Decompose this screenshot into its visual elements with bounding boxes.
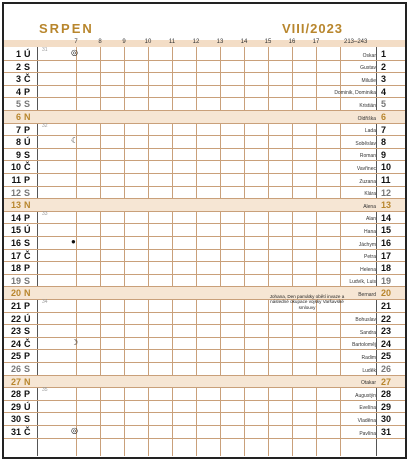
day-row[interactable] [4, 61, 405, 74]
day-number: 3 [15, 74, 21, 85]
day-row[interactable] [4, 363, 405, 376]
day-row[interactable] [4, 212, 405, 225]
day-number-right: 26 [381, 364, 392, 374]
weekday-letter: N [24, 376, 31, 387]
day-number-right: 11 [381, 175, 391, 185]
week-number: 32 [42, 122, 48, 129]
day-number: 20 [10, 288, 21, 299]
day-number: 10 [10, 162, 21, 173]
day-row[interactable] [4, 187, 405, 200]
day-row[interactable] [4, 136, 405, 149]
day-row[interactable] [4, 149, 405, 162]
day-number-right: 29 [381, 401, 392, 412]
day-row[interactable] [4, 111, 405, 124]
weekday-letter: N [24, 288, 31, 299]
weekday-letter: P [24, 175, 31, 185]
day-number: 23 [10, 326, 21, 337]
day-number: 1 [15, 49, 21, 59]
weekday-letter: P [24, 389, 31, 400]
day-number: 6 [15, 112, 21, 122]
day-number: 2 [15, 61, 21, 72]
name-day: Klára [364, 191, 376, 198]
day-number-right: 24 [381, 338, 392, 349]
hour-label: 16 [288, 39, 296, 45]
name-day: Dominik, Dominika [334, 90, 376, 97]
weekday-letter: S [24, 326, 31, 337]
name-day: Augustýn [355, 392, 376, 399]
weekday-letter: Č [24, 427, 31, 437]
name-day: Zuzana [359, 178, 376, 185]
name-day: Jáchym [358, 241, 376, 248]
weekday-letter: P [24, 212, 31, 223]
day-row[interactable] [4, 275, 405, 288]
day-row[interactable] [4, 376, 405, 389]
day-row[interactable] [4, 124, 405, 137]
weekday-letter: S [24, 187, 31, 198]
hour-label: 7 [74, 39, 78, 45]
day-row[interactable] [4, 338, 405, 351]
name-day: Alan [365, 216, 376, 223]
day-row[interactable] [4, 313, 405, 326]
month-year-title: VIII/2023 [282, 21, 344, 36]
day-number-right: 22 [381, 313, 392, 324]
calendar-page [2, 2, 407, 459]
day-row[interactable] [4, 73, 405, 86]
day-number-right: 1 [381, 49, 387, 59]
day-number-right: 12 [381, 187, 392, 198]
day-row[interactable] [4, 388, 405, 401]
hour-label: 12 [192, 39, 200, 45]
moon-phase-icon: ☽ [71, 337, 79, 347]
weekday-letter: N [24, 112, 31, 122]
name-day: Evelína [359, 405, 376, 412]
weekday-letter: P [24, 301, 31, 311]
day-row[interactable] [4, 174, 405, 187]
weekday-letter: P [24, 124, 31, 135]
day-number-right: 30 [381, 414, 392, 425]
name-day: Helena [360, 266, 376, 273]
day-number: 14 [10, 212, 21, 223]
day-number-right: 16 [381, 238, 392, 248]
day-row[interactable] [4, 413, 405, 426]
weekday-letter: Č [24, 250, 31, 261]
name-day: Luděk [362, 367, 376, 374]
moon-phase-icon: ◎ [71, 48, 78, 57]
name-day: Oldřiška [357, 115, 376, 122]
week-number: 34 [42, 299, 48, 305]
day-number-right: 14 [381, 212, 392, 223]
day-row[interactable] [4, 199, 405, 212]
day-number: 25 [10, 351, 21, 362]
hour-label: 17 [312, 39, 320, 45]
weekday-letter: S [24, 414, 31, 425]
name-day: Kristián [359, 102, 376, 109]
day-number: 12 [10, 187, 21, 198]
name-day: Roman [359, 153, 376, 160]
moon-phase-icon: ◎ [71, 426, 78, 435]
day-number: 24 [10, 338, 21, 349]
day-of-year-range: 213–243 [344, 39, 368, 45]
name-day: Alena [363, 203, 376, 210]
day-number-right: 19 [381, 275, 392, 286]
weekday-letter: Ú [24, 401, 31, 412]
day-number-right: 4 [381, 86, 387, 97]
day-number: 22 [10, 313, 21, 324]
day-number-right: 20 [381, 288, 392, 299]
day-number: 15 [10, 225, 21, 236]
day-number: 4 [15, 86, 21, 97]
name-day: Sandra [359, 329, 376, 336]
day-number-right: 13 [381, 200, 392, 211]
day-number: 13 [10, 200, 21, 211]
day-number-right: 2 [381, 61, 387, 72]
hour-label: 13 [216, 39, 224, 45]
day-row[interactable] [4, 161, 405, 174]
day-number-right: 15 [381, 225, 392, 236]
day-number: 30 [10, 414, 21, 425]
hour-label: 8 [98, 39, 102, 45]
day-row[interactable] [4, 98, 405, 111]
day-number-right: 17 [381, 250, 392, 261]
week-number: 35 [42, 387, 48, 394]
name-day: Pavlína [359, 430, 376, 437]
moon-phase-icon: ☾ [71, 136, 79, 146]
day-number-right: 6 [381, 112, 387, 122]
day-row[interactable] [4, 350, 405, 363]
name-day: Oskar [362, 52, 376, 59]
name-day: Otakar [360, 380, 376, 387]
day-number: 28 [10, 389, 21, 400]
day-number-right: 27 [381, 376, 392, 387]
weekday-letter: S [24, 99, 31, 110]
day-number: 26 [10, 364, 21, 374]
day-number: 29 [10, 401, 21, 412]
day-number-right: 9 [381, 149, 387, 160]
weekday-letter: Ú [24, 137, 31, 148]
day-number-right: 18 [381, 263, 392, 274]
day-row[interactable] [4, 262, 405, 275]
day-number: 7 [15, 124, 21, 135]
day-row[interactable] [4, 237, 405, 250]
hour-label: 9 [122, 39, 126, 45]
name-day: Bohuslav [355, 317, 376, 324]
weekday-letter: Ú [24, 313, 31, 324]
week-number: 31 [42, 47, 48, 53]
weekday-letter: S [24, 61, 31, 72]
name-day: Bernard [358, 291, 376, 298]
name-day: Gustav [360, 65, 376, 72]
name-day: Bartoloměj [352, 342, 376, 349]
name-day: Radim [361, 354, 376, 361]
month-title: SRPEN [39, 21, 94, 36]
holiday-note: Johana, Den památky obětí invaze a následné okupace vojsky Varšavské smlouvy [269, 294, 345, 310]
moon-phase-icon: ● [71, 237, 76, 246]
weekday-letter: Č [24, 338, 31, 349]
name-day: Lada [364, 128, 376, 135]
name-day: Hana [364, 228, 376, 235]
name-day: Soběslav [355, 140, 376, 147]
day-number-right: 5 [381, 99, 387, 110]
day-number-right: 25 [381, 351, 392, 362]
name-day: Vladěna [357, 417, 376, 424]
day-number: 19 [10, 275, 21, 286]
day-number-right: 23 [381, 326, 392, 337]
day-number: 31 [10, 427, 21, 437]
day-number: 18 [10, 263, 21, 274]
day-number: 21 [10, 301, 21, 311]
weekday-letter: N [24, 200, 31, 211]
day-number-right: 3 [381, 74, 387, 85]
weekday-letter: S [24, 149, 31, 160]
day-number-right: 8 [381, 137, 387, 148]
day-number-right: 28 [381, 389, 392, 400]
day-row[interactable] [4, 325, 405, 338]
hour-label: 10 [144, 39, 152, 45]
day-number: 27 [10, 376, 21, 387]
week-number: 33 [42, 210, 48, 217]
day-row[interactable] [4, 401, 405, 414]
name-day: Miluše [361, 77, 376, 84]
day-row[interactable] [4, 86, 405, 99]
name-day: Ludvík, Luis [349, 279, 376, 286]
day-number-right: 10 [381, 162, 392, 173]
day-number: 17 [10, 250, 21, 261]
weekday-letter: P [24, 351, 31, 362]
hour-label: 15 [264, 39, 272, 45]
weekday-letter: S [24, 275, 31, 286]
name-day: Petra [364, 254, 376, 261]
day-number: 16 [10, 238, 21, 248]
day-number-right: 7 [381, 124, 387, 135]
name-day: Vavřinec [356, 165, 376, 172]
day-number: 11 [11, 175, 21, 185]
weekday-letter: S [24, 364, 31, 374]
weekday-letter: Č [24, 74, 31, 85]
day-row[interactable] [4, 224, 405, 237]
day-number: 9 [15, 149, 21, 160]
day-number: 8 [15, 137, 21, 148]
day-number-right: 31 [381, 427, 392, 437]
weekday-letter: Ú [24, 49, 31, 59]
weekday-letter: P [24, 263, 31, 274]
day-number-right: 21 [381, 301, 392, 311]
day-row[interactable] [4, 426, 405, 439]
day-row[interactable] [4, 250, 405, 263]
weekday-letter: S [24, 238, 31, 248]
weekday-letter: P [24, 86, 31, 97]
hour-label: 11 [168, 39, 176, 45]
hour-label: 14 [240, 39, 248, 45]
day-row[interactable] [4, 48, 405, 61]
day-number: 5 [15, 99, 21, 110]
weekday-letter: Ú [24, 225, 31, 236]
weekday-letter: Č [24, 162, 31, 173]
